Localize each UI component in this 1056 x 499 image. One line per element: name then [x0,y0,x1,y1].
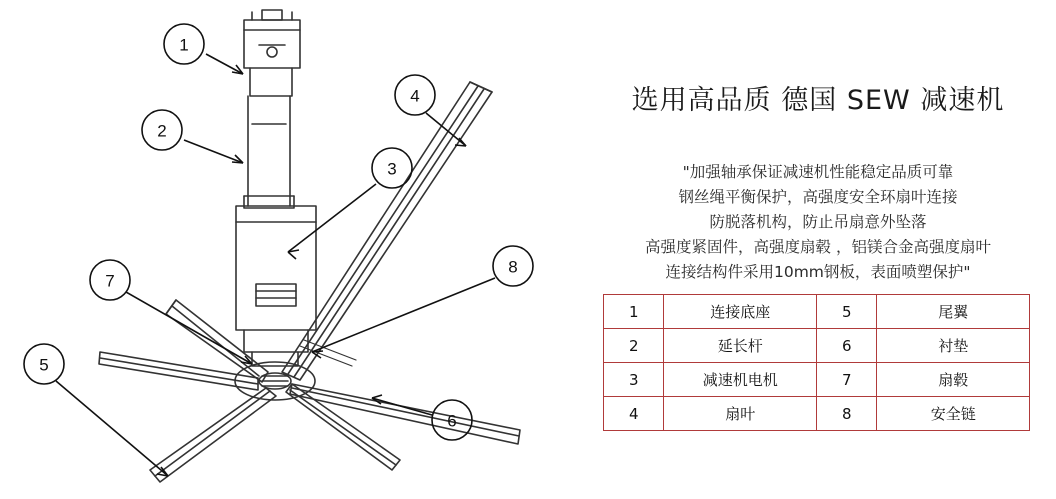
description-block [580,160,1056,285]
legend-name: 连接底座 [664,295,817,329]
legend-name: 安全链 [877,397,1030,431]
callout-leader-1 [206,54,243,74]
description-line: "加强轴承保证减速机性能稳定品质可靠 [682,163,954,181]
callout-label-2: 2 [157,121,167,141]
description-line: 防脱落机构，防止吊扇意外坠落 [709,213,927,231]
callout-label-6: 6 [447,411,457,431]
legend-number: 5 [816,295,876,329]
headline-text: 选用高品质 德国 SEW 减速机 [631,85,1005,116]
legend-number: 2 [604,329,664,363]
legend-name: 延长杆 [664,329,817,363]
callout-label-1: 1 [179,35,189,55]
legend-name: 尾翼 [877,295,1030,329]
callout-leader-2 [184,140,243,163]
parts-legend-table [603,294,1030,431]
legend-number: 6 [816,329,876,363]
legend-number: 4 [604,397,664,431]
fan-blade-lower-left [150,388,276,482]
callout-leader-3 [288,184,376,252]
legend-name: 减速机电机 [664,363,817,397]
gear-motor-body [236,206,316,366]
table-row [604,295,1030,329]
legend-number: 1 [604,295,664,329]
callout-label-4: 4 [410,86,420,106]
legend-number: 7 [816,363,876,397]
legend-number: 3 [604,363,664,397]
fan-blade-left [99,352,258,390]
table-row [604,363,1030,397]
callout-leader-5 [56,381,168,476]
description-line: 高强度紧固件，高强度扇毂 ，铝镁合金高强度扇叶 [645,238,991,256]
callout-leader-7 [126,292,252,364]
table-row [604,397,1030,431]
callout-label-5: 5 [39,355,49,375]
mounting-base [244,10,300,96]
extension-rod [244,96,294,208]
legend-name: 衬垫 [877,329,1030,363]
fan-blade-upper-right [282,82,492,380]
legend-name: 扇叶 [664,397,817,431]
table-row [604,329,1030,363]
description-line: 钢丝绳平衡保护，高强度安全环扇叶连接 [678,188,958,206]
legend-name: 扇毂 [877,363,1030,397]
callout-label-8: 8 [508,257,518,277]
fan-blade-upper-left [166,300,268,382]
description-line: 连接结构件采用10mm钢板，表面喷塑保护" [665,263,971,281]
callout-label-3: 3 [387,159,397,179]
legend-number: 8 [816,397,876,431]
product-info-panel [580,0,1056,499]
callout-leader-8 [312,278,495,352]
callout-label-7: 7 [105,271,115,291]
